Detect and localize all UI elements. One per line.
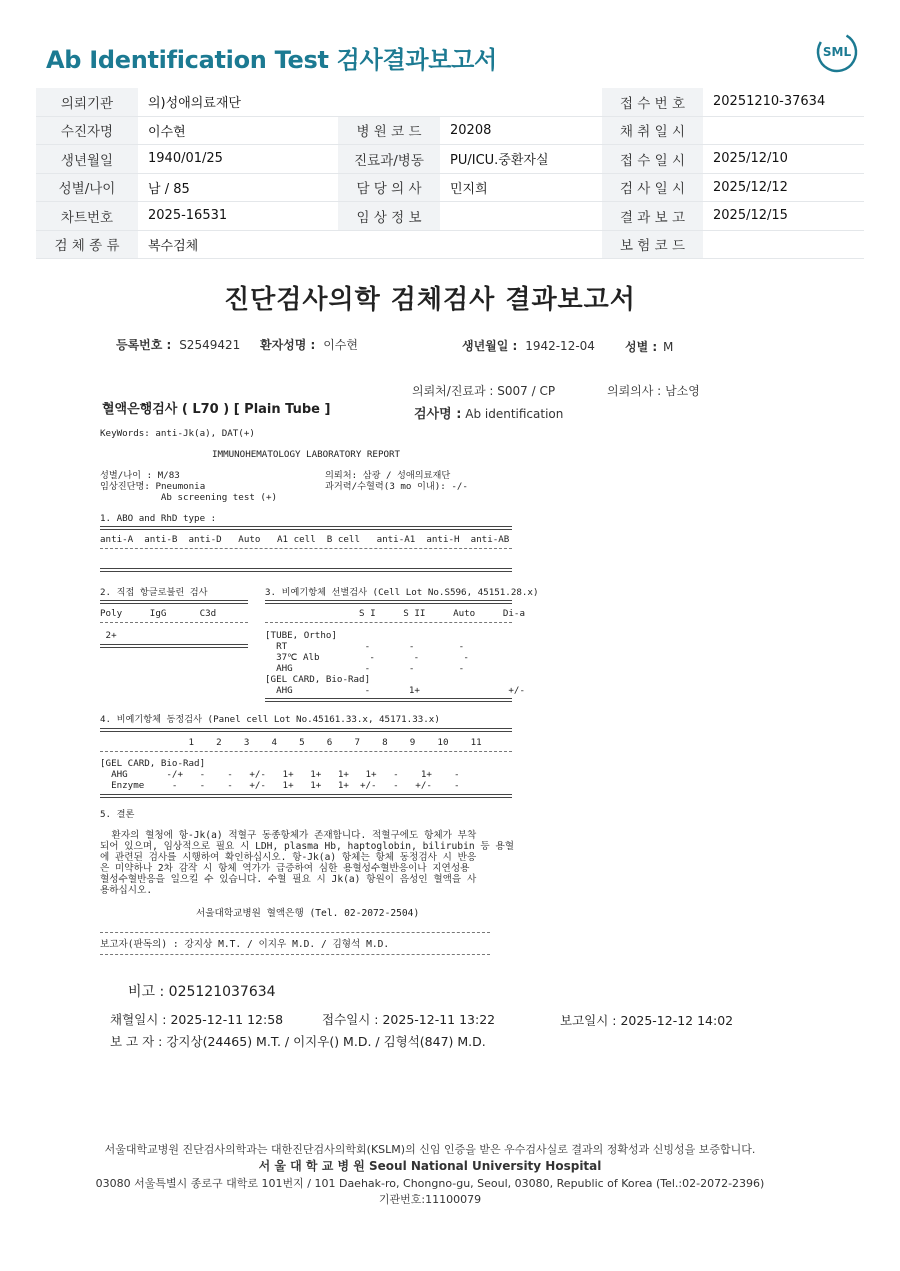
divider — [265, 698, 512, 702]
info-value: 20251210-37634 — [703, 88, 864, 116]
collect-label: 채혈일시 : — [110, 1012, 167, 1027]
info-label: 검 체 종 류 — [36, 230, 138, 259]
divider — [100, 728, 512, 732]
info-label: 생년월일 — [36, 145, 138, 174]
text-line: 환자의 혈청에 항-Jk(a) 적혈구 동종항체가 존재합니다. 적혈구에도 항체가 부착 — [100, 830, 477, 841]
section-1-header: anti-A anti-B anti-D Auto A1 cell B cell anti-A1 anti-H anti-AB — [100, 534, 510, 545]
test-name — [414, 403, 563, 422]
info-value: 2025/12/15 — [703, 202, 864, 231]
text-line: 혈성수혈반응을 일으킬 수 있습니다. 수혈 필요 시 Jk(a) 항원이 음성인 혈액을 사 — [100, 874, 477, 885]
divider — [100, 568, 512, 572]
test-name-value: Ab identification — [465, 407, 564, 421]
dob — [462, 337, 595, 354]
info-value: 복수검체 — [138, 230, 338, 259]
text-line: AHG - - - — [265, 663, 465, 674]
sml-logo — [815, 30, 859, 74]
receipt-value: 2025-12-11 13:22 — [382, 1012, 496, 1027]
divider — [100, 526, 512, 530]
reg-label: 등록번호 : — [116, 338, 172, 352]
reg-value: S2549421 — [179, 338, 241, 352]
name-value: 이수현 — [323, 338, 358, 352]
history-line: 과거력/수혈력(3 mo 이내): -/- — [325, 481, 468, 492]
patient-name — [260, 336, 358, 353]
text-line: AHG -/+ - - +/- 1+ 1+ 1+ 1+ - 1+ - — [100, 769, 460, 780]
report-title: 진단검사의학 검체검사 결과보고서 — [224, 285, 636, 315]
dob-value: 1942-12-04 — [525, 339, 595, 353]
info-value — [440, 202, 602, 231]
info-value: 20208 — [440, 116, 602, 145]
info-label: 차트번호 — [36, 202, 138, 231]
logo-text: SML — [822, 45, 852, 59]
text-line: AHG - 1+ +/- — [265, 685, 525, 696]
divider — [100, 644, 248, 648]
text-line: 용하십시오. — [100, 885, 153, 896]
info-value: 2025/12/10 — [703, 145, 864, 174]
info-label: 성별/나이 — [36, 173, 138, 202]
doctor-value: 남소영 — [665, 384, 700, 398]
dept-label: 의뢰처/진료과 : — [412, 384, 494, 398]
divider — [100, 794, 512, 798]
info-value: 1940/01/25 — [138, 145, 338, 174]
divider — [100, 622, 248, 624]
dept-value: S007 / CP — [497, 384, 556, 398]
section-2-header: Poly IgG C3d — [100, 608, 217, 619]
info-label: 담 당 의 사 — [338, 173, 440, 202]
divider — [100, 600, 248, 604]
collect-time — [110, 1010, 283, 1028]
info-row — [36, 230, 864, 259]
patient-info-table — [36, 88, 864, 259]
info-value — [440, 230, 602, 259]
section-3-rows — [265, 630, 525, 696]
section-5-title: 5. 결론 — [100, 809, 135, 820]
page-title: Ab Identification Test 검사결과보고서 — [46, 46, 497, 74]
info-label: 임 상 정 보 — [338, 202, 440, 231]
info-value: PU/ICU.중환자실 — [440, 145, 602, 174]
report-time — [560, 1011, 733, 1029]
divider — [100, 954, 490, 956]
test-name-label: 검사명 : — [414, 407, 462, 422]
text-line: [GEL CARD, Bio-Rad] — [265, 674, 371, 685]
info-row — [36, 173, 864, 202]
note — [128, 981, 276, 1001]
footer-address: 03080 서울특별시 종로구 대학로 101번지 / 101 Daehak-ro, Chongno-gu, Seoul, 03080, Republic of Korea (Tel.:02-2072-2396) — [95, 1177, 765, 1190]
info-label: 의뢰기관 — [36, 88, 138, 116]
footer-cert: 서울대학교병원 진단검사의학과는 대한진단검사의학회(KSLM)의 신임 인증을 받은 우수검사실로 결과의 정확성과 신빙성을 보증합니다. — [104, 1143, 756, 1156]
info-value: 의)성애의료재단 — [138, 88, 338, 116]
info-label: 검 사 일 시 — [602, 173, 703, 202]
text-line: 은 미약하나 2차 감작 시 항체 역가가 급증하여 심한 용혈성수혈반응이나 지연성용 — [100, 863, 470, 874]
receipt-time — [322, 1010, 495, 1028]
note-label: 비고 : — [128, 984, 165, 1000]
diagnosis-line-1: 임상진단명: Pneumonia — [100, 481, 206, 492]
info-value: 2025/12/12 — [703, 173, 864, 202]
section-3-header: S I S II Auto Di-a — [265, 608, 525, 619]
reg-no — [116, 336, 240, 353]
reporter-2-value: 강지상(24465) M.T. / 이지우() M.D. / 김형석(847) M.D. — [166, 1034, 486, 1049]
info-row — [36, 145, 864, 174]
referral-line: 의뢰처: 삼광 / 성애의료재단 — [325, 470, 451, 481]
info-label: 접 수 번 호 — [602, 88, 703, 116]
divider — [100, 751, 512, 753]
sex-label: 성별 : — [625, 340, 658, 354]
diagnosis-line-2: Ab screening test (+) — [100, 492, 278, 503]
info-value: 2025-16531 — [138, 202, 338, 231]
info-label — [338, 230, 440, 259]
info-value: 민지희 — [440, 173, 602, 202]
section-2-title: 2. 직접 항글로불린 검사 — [100, 587, 208, 598]
collect-value: 2025-12-11 12:58 — [170, 1012, 284, 1027]
text-line: 에 관련된 검사를 시행하여 확인하십시오. 항-Jk(a) 항체는 항체 동정검사 시 반응 — [100, 852, 477, 863]
dept — [412, 382, 555, 399]
conclusion-text — [100, 830, 514, 896]
section-2-value: 2+ — [100, 630, 117, 641]
report-time-label: 보고일시 : — [560, 1013, 617, 1028]
info-label: 진료과/병동 — [338, 145, 440, 174]
info-row — [36, 116, 864, 145]
section-1-title: 1. ABO and RhD type : — [100, 513, 217, 524]
footer-institution-no: 기관번호:11100079 — [378, 1193, 482, 1206]
section-4-title: 4. 비예기항체 동정검사 (Panel cell Lot No.45161.33.x, 45171.33.x) — [100, 714, 440, 725]
doctor-label: 의뢰의사 : — [607, 384, 662, 398]
note-value: 025121037634 — [168, 984, 276, 1000]
text-line: [GEL CARD, Bio-Rad] — [100, 758, 206, 769]
info-row — [36, 88, 864, 116]
info-label — [338, 88, 440, 116]
name-label: 환자성명 : — [260, 338, 316, 352]
sex — [625, 338, 673, 355]
lab-report-title: IMMUNOHEMATOLOGY LABORATORY REPORT — [212, 449, 401, 460]
doctor — [607, 382, 700, 399]
keywords: KeyWords: anti-Jk(a), DAT(+) — [100, 428, 255, 439]
text-line: [TUBE, Ortho] — [265, 630, 337, 641]
dob-label: 생년월일 : — [462, 339, 518, 353]
divider — [100, 548, 512, 550]
test-group: 혈액은행검사 ( L70 ) [ Plain Tube ] — [102, 402, 331, 417]
text-line: 37℃ Alb - - - — [265, 652, 469, 663]
receipt-label: 접수일시 : — [322, 1012, 379, 1027]
info-label: 채 취 일 시 — [602, 116, 703, 145]
info-label: 접 수 일 시 — [602, 145, 703, 174]
footer-hospital: 서 울 대 학 교 병 원 Seoul National University Hospital — [258, 1159, 602, 1173]
divider — [265, 622, 512, 624]
info-label: 수진자명 — [36, 116, 138, 145]
info-label: 병 원 코 드 — [338, 116, 440, 145]
reporter-2-label: 보 고 자 : — [110, 1034, 163, 1049]
info-row — [36, 202, 864, 231]
sex-value: M — [663, 340, 674, 354]
text-line: 되어 있으며, 임상적으로 필요 시 LDH, plasma Hb, haptoglobin, bilirubin 등 용혈 — [100, 841, 514, 852]
bloodbank-line: 서울대학교병원 혈액은행 (Tel. 02-2072-2504) — [196, 908, 420, 919]
reporter-line: 보고자(판독의) : 강지상 M.T. / 이지우 M.D. / 김형석 M.D. — [100, 939, 390, 950]
text-line: RT - - - — [265, 641, 465, 652]
reporter-2 — [110, 1032, 486, 1050]
report-time-value: 2025-12-12 14:02 — [620, 1013, 734, 1028]
info-value: 남 / 85 — [138, 173, 338, 202]
info-label: 결 과 보 고 — [602, 202, 703, 231]
info-value: 이수현 — [138, 116, 338, 145]
divider — [100, 932, 490, 934]
info-value — [703, 230, 864, 259]
info-label: 보 험 코 드 — [602, 230, 703, 259]
info-value — [440, 88, 602, 116]
section-4-rows — [100, 758, 460, 791]
sex-age-line: 성별/나이 : M/83 — [100, 470, 180, 481]
info-value — [703, 116, 864, 145]
section-3-title: 3. 비예기항체 선별검사 (Cell Lot No.S596, 45151.28.x) — [265, 587, 539, 598]
divider — [265, 600, 512, 604]
section-4-header: 1 2 3 4 5 6 7 8 9 10 11 — [100, 737, 482, 748]
text-line: Enzyme - - - +/- 1+ 1+ 1+ +/- - +/- - — [100, 780, 460, 791]
